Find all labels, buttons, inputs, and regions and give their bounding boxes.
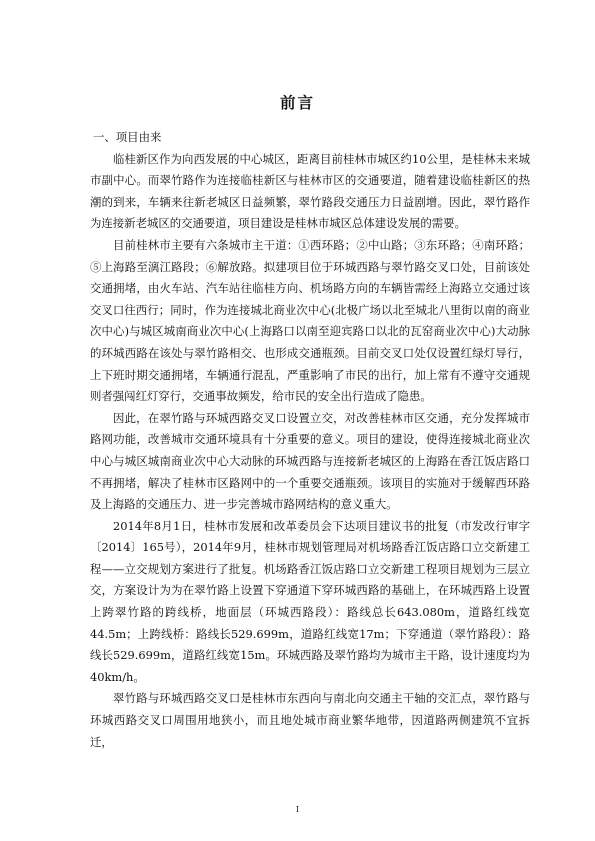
document-body (90, 127, 530, 753)
paragraph: 因此，在翠竹路与环城西路交叉口设置立交，对改善桂林市区交通，充分发挥城市路网功能，改善城市交通环境具有十分重要的意义。项目的建设，使得连接城北商业次中心与城区城南商业次中心大动脉的环城西路与连接新老城区的上海路在香江饭店路口不再拥堵，解决了桂林市区路网中的一个重要交通瓶颈。该项目的实施对于缓解西环路及上海路的交通压力、进一步完善城市路网结构的意义重大。 (90, 410, 530, 512)
paragraph: 临桂新区作为向西发展的中心城区，距离目前桂林市城区约10公里，是桂林未来城市副中心。而翠竹路作为连接临桂新区与桂林市区的交通要道，随着建设临桂新区的热潮的到来，车辆来往新老城区日益频繁，翠竹路段交通压力日益剧增。因此，翠竹路作为连接新老城区的交通要道，项目建设是桂林市城区总体建设发展的需要。 (90, 151, 530, 231)
paragraph: 翠竹路与环城西路交叉口是桂林市东西向与南北向交通主干轴的交汇点，翠竹路与环城西路交叉口周围用地狭小，而且地处城市商业繁华地带，因道路两侧建筑不宜拆迁， (90, 691, 530, 749)
paragraph: 目前桂林市主要有六条城市主干道：①西环路；②中山路；③东环路；④南环路；⑤上海路至漓江路段；⑥解放路。拟建项目位于环城西路与翠竹路交叉口处，目前该处交通拥堵，由火车站、汽车站往临桂方向、机场路方向的车辆皆需经上海路立交通过该交叉口往西行；同时，作为连接城北商业次中心(北极广场以北至城北八里街以南的商业次中心)与城区城南商业次中心(上海路口以南至迎宾路口以北的瓦窑商业次中心)大动脉的环城西路在该处与翠竹路相交、也形成交通瓶颈。目前交叉口处仅设置红绿灯导行，上下班时期交通拥堵，车辆通行混乱，严重影响了市民的出行，加上常有不遵守交通规则者强闯红灯穿行，交通事故频发，给市民的安全出行造成了隐患。 (90, 237, 530, 404)
paragraph: 2014年8月1日，桂林市发展和改革委员会下达项目建议书的批复（市发改行审字〔2014〕165号），2014年9月，桂林市规划管理局对机场路香江饭店路口立交新建工程——立交规划方案进行了批复。机场路香江饭店路口立交新建工程项目规划为三层立交，方案设计为为在翠竹路上设置下穿通道下穿环城西路的基础上，在环城西路上设置上跨翠竹路的跨线桥，地面层（环城西路段）：路线总长643.080m，道路红线宽44.5m；上跨线桥：路线长529.699m，道路红线宽17m；下穿通道（翠竹路段）：路线长529.699m，道路红线宽15m。环城西路及翠竹路均为城市主干路，设计速度均为40km/h。 (90, 518, 530, 684)
section-heading: 一、项目由来 (93, 130, 162, 144)
page-number: I (295, 805, 300, 814)
page-title: 前言 (279, 94, 315, 112)
